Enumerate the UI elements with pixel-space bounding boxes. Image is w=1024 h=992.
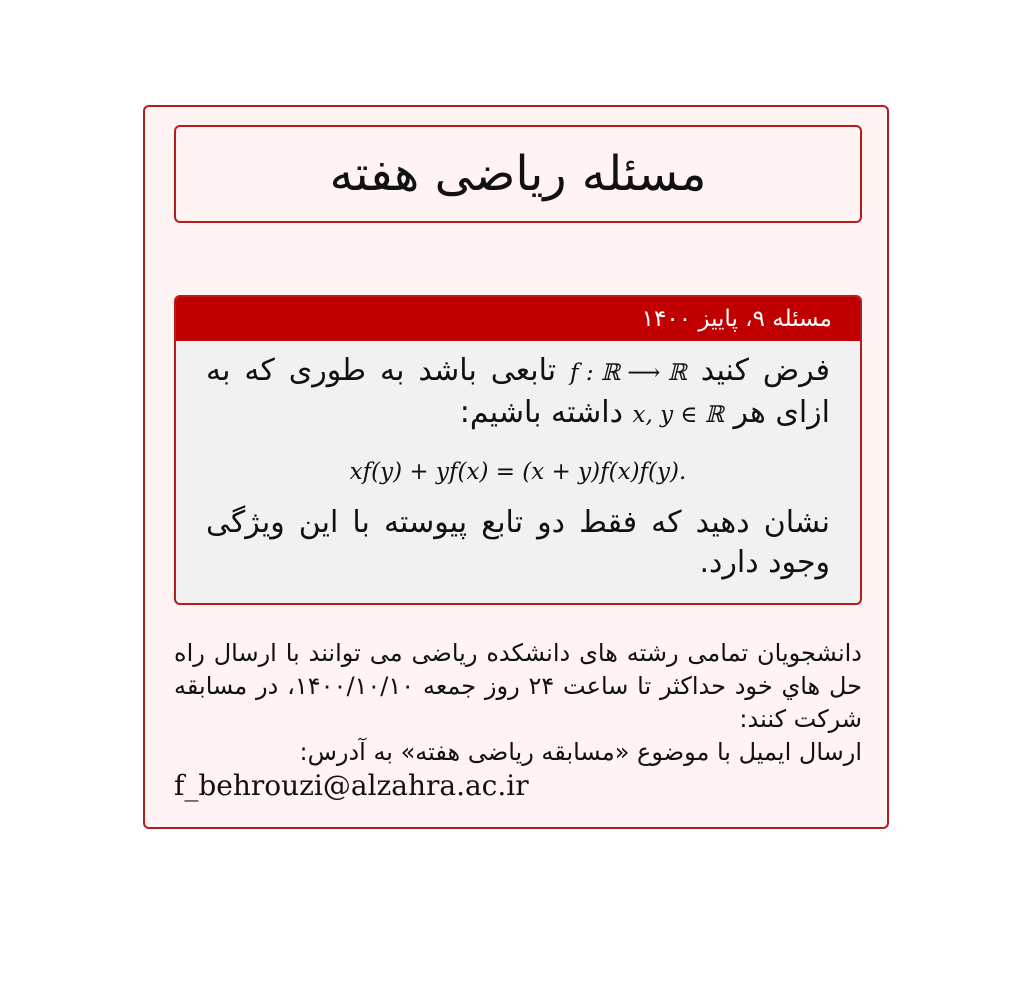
submission-paragraph: دانشجویان تمامی رشته های دانشکده ریاضی می توانند با ارسال راه حل هاي خود حداکثر تا ساعت ۲۴ روز جمعه ۱۴۰۰/۱۰/۱۰، در مسابقه شرکت کنند: bbox=[174, 639, 863, 733]
problem-intro-3: داشته باشیم: bbox=[459, 395, 623, 430]
problem-conclusion: نشان دهید که فقط دو تابع پیوسته با این ویژگی وجود دارد. bbox=[206, 505, 830, 580]
problem-intro-1: فرض کنید bbox=[700, 353, 830, 388]
problem-header: مسئله ۹، پاییز ۱۴۰۰ bbox=[176, 297, 860, 341]
problem-body bbox=[176, 341, 860, 583]
functional-equation: xf(y) + yf(x) = (x + y)f(x)f(y). bbox=[349, 459, 687, 485]
title-box bbox=[174, 125, 862, 223]
submission-info bbox=[174, 637, 862, 803]
problem-panel bbox=[174, 295, 862, 605]
function-definition: f : ℝ ⟶ ℝ bbox=[570, 360, 687, 386]
submission-email-line: ارسال ایمیل با موضوع «مسابقه ریاضی هفته» به آدرس: bbox=[299, 738, 862, 766]
problem-of-week-card bbox=[143, 105, 889, 829]
problem-statement bbox=[206, 351, 830, 435]
page-title: مسئله ریاضی هفته bbox=[329, 146, 707, 202]
problem-intro-2: تابعی باشد به طوری که به ازای هر bbox=[206, 353, 830, 430]
variables-domain: x, y ∈ ℝ bbox=[632, 402, 724, 428]
contact-email[interactable]: f_behrouzi@alzahra.ac.ir bbox=[174, 769, 529, 802]
